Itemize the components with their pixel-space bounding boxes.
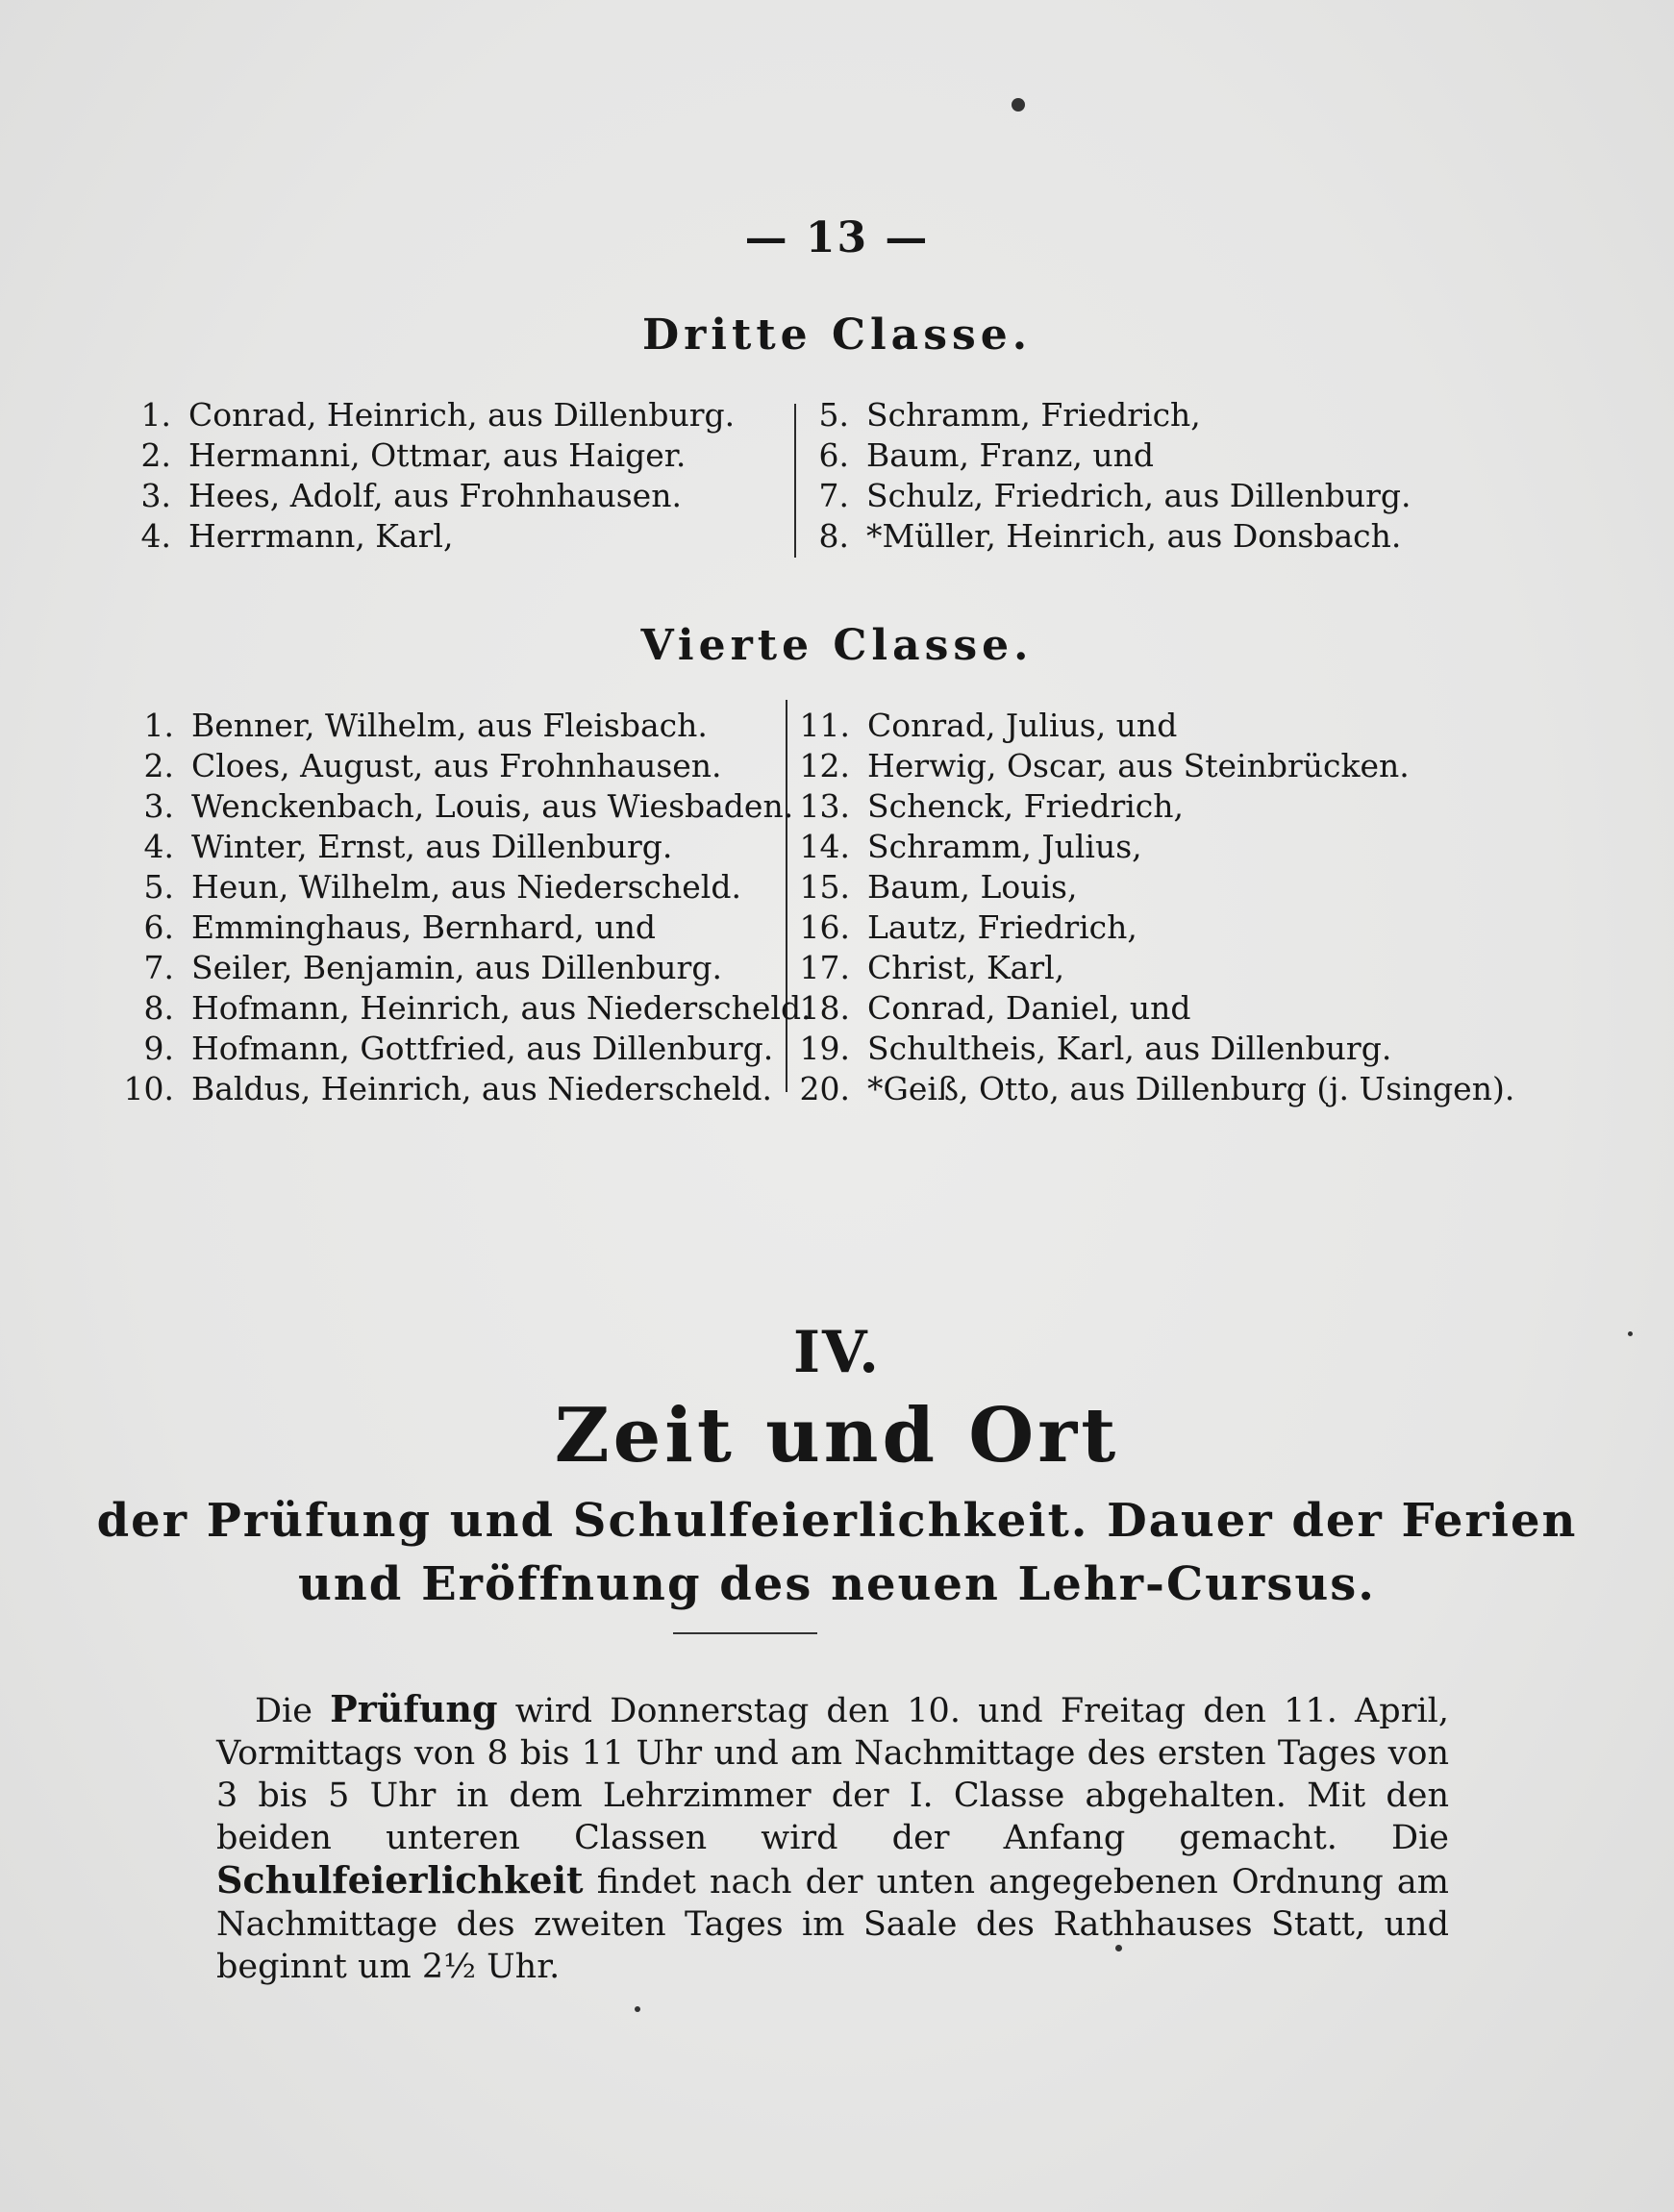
list-item-text: Hofmann, Heinrich, aus Niederscheld.: [191, 989, 812, 1027]
list-item: [120, 706, 812, 746]
list-item: [135, 516, 735, 557]
list-item-text: Schenck, Friedrich,: [867, 787, 1185, 825]
list-item: [812, 476, 1411, 516]
paragraph-text-2: findet nach der unten angegebenen Ordnung am Nachmittage des zweiten Tages im Saale des Rathhauses Statt, und beginnt um 2½ Uhr.: [216, 1863, 1449, 1986]
chapter-subtitle-line2: und Eröffnung des neuen Lehr-Cursus.: [298, 1557, 1376, 1611]
list-item-text: Conrad, Daniel, und: [867, 989, 1191, 1027]
list-item: [120, 746, 812, 786]
list-item: [796, 827, 1514, 867]
list-item-number: 19.: [799, 1030, 850, 1067]
list-item-text: Baum, Louis,: [867, 868, 1078, 906]
list-item-text: Conrad, Julius, und: [867, 707, 1178, 744]
list-item-text: Baldus, Heinrich, aus Niederscheld.: [191, 1070, 773, 1107]
list-item-number: 14.: [799, 828, 850, 865]
list-item-text: *Geiß, Otto, aus Dillenburg (j. Usingen).: [867, 1070, 1515, 1107]
list-item: [120, 1069, 812, 1109]
list-item-text: Benner, Wilhelm, aus Fleisbach.: [191, 707, 708, 744]
vierte-classe-left-list: [120, 706, 812, 1109]
list-item-number: 16.: [799, 908, 850, 946]
list-item: [120, 988, 812, 1029]
list-item: [796, 948, 1514, 988]
list-item-number: 11.: [799, 707, 850, 744]
paragraph-emphasis-schulfeierlichkeit: Schulfeierlichkeit: [216, 1858, 584, 1901]
list-item-number: 12.: [799, 747, 850, 784]
vierte-classe-right-list: [796, 706, 1514, 1109]
separator-rule: [673, 1632, 817, 1634]
section-title-dritte-classe: Dritte Classe.: [641, 311, 1033, 360]
list-item-number: 1.: [143, 707, 174, 744]
ink-speck: [1012, 98, 1025, 112]
list-item-text: Seiler, Benjamin, aus Dillenburg.: [191, 949, 722, 986]
list-item-text: Emminghaus, Bernhard, und: [191, 908, 656, 946]
list-item-number: 5.: [143, 868, 174, 906]
list-item-text: Lautz, Friedrich,: [867, 908, 1137, 946]
list-item-text: Baum, Franz, und: [866, 436, 1155, 474]
list-item-text: Christ, Karl,: [867, 949, 1065, 986]
ink-speck: [635, 2006, 640, 2012]
list-item-text: Hofmann, Gottfried, aus Dillenburg.: [191, 1030, 774, 1067]
list-item-number: 20.: [799, 1070, 850, 1107]
list-item: [796, 746, 1514, 786]
dritte-classe-right-list: [812, 395, 1411, 557]
list-item: [796, 907, 1514, 948]
list-item: [135, 435, 735, 476]
page-number: — 13 —: [744, 213, 930, 262]
list-item: [120, 907, 812, 948]
list-item-text: Schulz, Friedrich, aus Dillenburg.: [866, 477, 1412, 514]
section-title-vierte-classe: Vierte Classe.: [640, 621, 1034, 670]
list-item-text: Hees, Adolf, aus Frohnhausen.: [188, 477, 682, 514]
list-item-number: 13.: [799, 787, 850, 825]
list-item: [796, 1029, 1514, 1069]
list-item-text: Schultheis, Karl, aus Dillenburg.: [867, 1030, 1392, 1067]
list-item-number: 9.: [143, 1030, 174, 1067]
list-item: [120, 786, 812, 827]
list-item: [796, 706, 1514, 746]
list-item-number: 3.: [143, 787, 174, 825]
paragraph-text-1: wird Donnerstag den 10. und Freitag den 11. April, Vormittags von 8 bis 11 Uhr und am Nachmittage des ersten Tages von 3 bis 5 Uhr in dem Lehrzimmer der I. Classe abgehalten. Mit den beiden unteren Classen wird der Anfang gemacht. Die: [216, 1692, 1449, 1857]
dritte-classe-left-list: [135, 395, 735, 557]
list-item: [120, 827, 812, 867]
list-item-text: Herwig, Oscar, aus Steinbrücken.: [867, 747, 1410, 784]
list-item: [135, 395, 735, 435]
list-item: [120, 867, 812, 907]
list-item-number: 1.: [140, 396, 171, 434]
list-item: [796, 867, 1514, 907]
list-item-text: Hermanni, Ottmar, aus Haiger.: [188, 436, 687, 474]
list-item-text: Cloes, August, aus Frohnhausen.: [191, 747, 722, 784]
list-item-number: 2.: [140, 436, 171, 474]
list-item: [812, 516, 1411, 557]
list-item-text: Wenckenbach, Louis, aus Wiesbaden.: [191, 787, 794, 825]
list-item: [796, 988, 1514, 1029]
list-item-text: Schramm, Julius,: [867, 828, 1142, 865]
list-item-number: 6.: [143, 908, 174, 946]
list-item-number: 15.: [799, 868, 850, 906]
list-item: [796, 786, 1514, 827]
list-item-number: 18.: [799, 989, 850, 1027]
list-item: [812, 435, 1411, 476]
chapter-number: IV.: [792, 1319, 882, 1386]
list-item-text: *Müller, Heinrich, aus Donsbach.: [866, 517, 1402, 555]
chapter-subtitle-line1: der Prüfung und Schulfeierlichkeit. Dauer der Ferien: [96, 1494, 1578, 1548]
list-item: [812, 395, 1411, 435]
list-item-text: Conrad, Heinrich, aus Dillenburg.: [188, 396, 736, 434]
list-item-text: Schramm, Friedrich,: [866, 396, 1201, 434]
list-item-number: 17.: [799, 949, 850, 986]
paragraph-lead: Die: [255, 1692, 312, 1730]
list-item: [135, 476, 735, 516]
list-item-number: 7.: [818, 477, 849, 514]
paragraph-emphasis-pruefung: Prüfung: [330, 1687, 498, 1730]
list-item-text: Herrmann, Karl,: [188, 517, 454, 555]
list-item-number: 4.: [143, 828, 174, 865]
list-item-number: 5.: [818, 396, 849, 434]
list-item-text: Heun, Wilhelm, aus Niederscheld.: [191, 868, 741, 906]
list-item: [120, 1029, 812, 1069]
list-item-number: 6.: [818, 436, 849, 474]
column-divider: [794, 404, 796, 558]
list-item: [796, 1069, 1514, 1109]
list-item-number: 10.: [123, 1070, 174, 1107]
list-item-number: 8.: [143, 989, 174, 1027]
list-item-number: 2.: [143, 747, 174, 784]
list-item: [120, 948, 812, 988]
list-item-number: 4.: [140, 517, 171, 555]
list-item-number: 3.: [140, 477, 171, 514]
list-item-number: 8.: [818, 517, 849, 555]
list-item-number: 7.: [143, 949, 174, 986]
chapter-title: Zeit und Ort: [554, 1392, 1120, 1479]
exam-paragraph: [216, 1688, 1449, 1988]
list-item-text: Winter, Ernst, aus Dillenburg.: [191, 828, 673, 865]
